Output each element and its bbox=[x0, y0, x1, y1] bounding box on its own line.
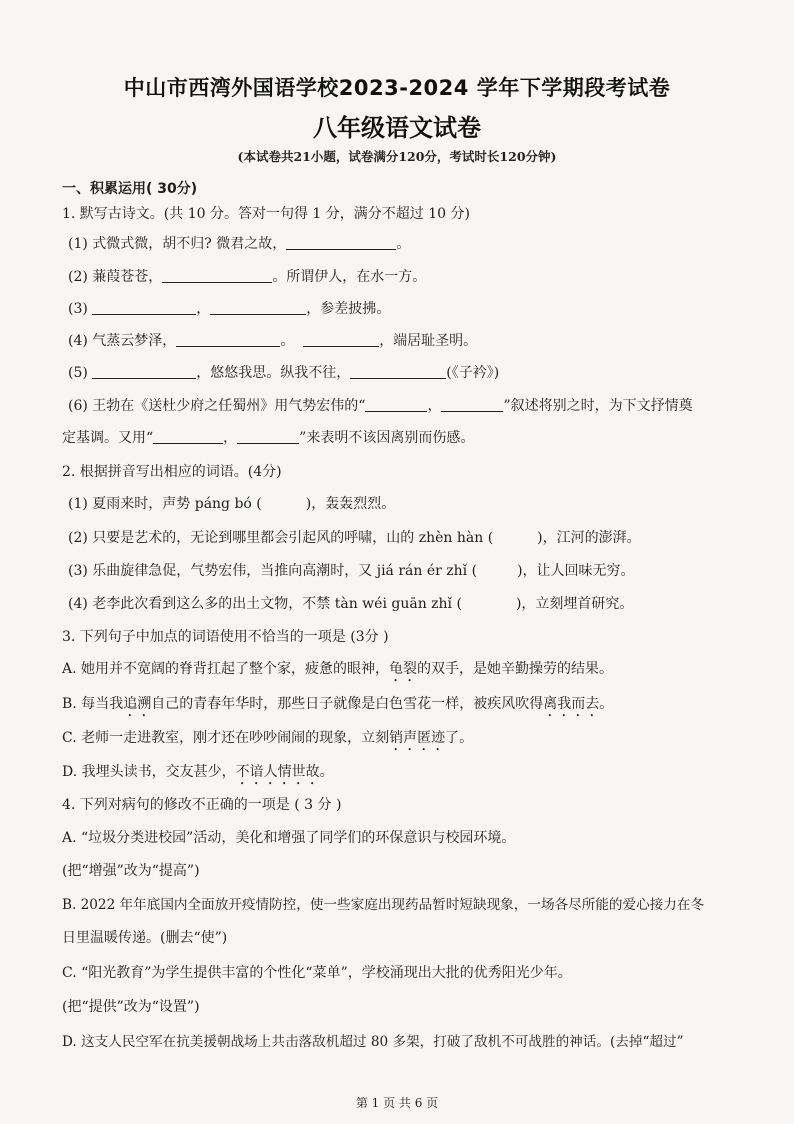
q2-item-3: (3) 乐曲旋律急促，气势宏伟，当推向高潮时，又 jiá rán ér zhǐ ( )，让人回味无穷。 bbox=[68, 563, 635, 579]
q3-option-d: D. 我埋头读书，交友甚少，不谙人情世故。 bbox=[62, 764, 334, 780]
answer-blank[interactable] bbox=[153, 429, 223, 444]
section-heading: 一、积累运用( 30分) bbox=[62, 181, 198, 197]
answer-blank[interactable] bbox=[92, 300, 196, 315]
answer-blank[interactable] bbox=[210, 300, 306, 315]
answer-blank[interactable] bbox=[92, 364, 196, 379]
q4-option-d: D. 这支人民空军在抗美援朝战场上共击落敌机超过 80 多架，打破了敌机不可战胜的神话。(去掉“超过” bbox=[62, 1034, 684, 1050]
q1-item-5: (5) ，悠悠我思。纵我不往， (《子衿》) bbox=[68, 365, 500, 381]
answer-blank[interactable] bbox=[303, 332, 379, 347]
q4-stem: 4. 下列对病句的修改不正确的一项是 ( 3 分 ) bbox=[62, 797, 342, 813]
q4-option-b-cont: 日里温暖传递。(删去“使”) bbox=[62, 930, 228, 946]
q2-item-2: (2) 只要是艺术的，无论到哪里都会引起风的呼啸，山的 zhèn hàn ( )，江河的澎湃。 bbox=[68, 530, 641, 546]
page-number: 第 1 页 共 6 页 bbox=[355, 1096, 439, 1110]
answer-blank[interactable] bbox=[365, 397, 427, 412]
q1-item-1: (1) 式微式微，胡不归? 微君之故， 。 bbox=[68, 236, 411, 252]
answer-blank[interactable] bbox=[350, 364, 446, 379]
q4-option-a: A. “垃圾分类进校园”活动，美化和增强了同学们的环保意识与校园环境。 bbox=[62, 830, 516, 846]
exam-subject: 八年级语文试卷 bbox=[313, 114, 481, 142]
q3-option-a: A. 她用并不宽阔的脊背扛起了整个家，疲惫的眼神，龟裂的双手，是她辛勤操劳的结果。 bbox=[62, 661, 614, 677]
q4-option-c-fix: (把“提供”改为“设置”) bbox=[62, 999, 200, 1015]
answer-blank[interactable] bbox=[441, 397, 503, 412]
exam-title: 中山市西湾外国语学校2023-2024 学年下学期段考试卷 bbox=[123, 76, 671, 100]
q1-item-4: (4) 气蒸云梦泽， 。 ，端居耻圣明。 bbox=[68, 333, 478, 349]
answer-blank[interactable] bbox=[162, 268, 272, 283]
q4-option-c: C. “阳光教育”为学生提供丰富的个性化“菜单”，学校涌现出大批的优秀阳光少年。 bbox=[62, 965, 572, 981]
q3-option-c: C. 老师一走进教室，刚才还在吵吵闹闹的现象，立刻销声匿迹了。 bbox=[62, 730, 474, 746]
answer-blank[interactable] bbox=[286, 235, 396, 250]
q4-option-a-fix: (把“增强”改为“提高”) bbox=[62, 863, 200, 879]
answer-blank[interactable] bbox=[237, 429, 299, 444]
q1-item-2: (2) 蒹葭苍苍， 。所谓伊人，在水一方。 bbox=[68, 269, 427, 285]
q1-item-6-line1: (6) 王勃在《送杜少府之任蜀州》用气势宏伟的“ ， ”叙述将别之时，为下文抒情奠 bbox=[68, 398, 693, 414]
q2-item-1: (1) 夏雨来时，声势 páng bó ( )，轰轰烈烈。 bbox=[68, 496, 396, 512]
exam-note: (本试卷共21小题，试卷满分120分，考试时长120分钟) bbox=[237, 149, 557, 164]
q3-option-b: B. 每当我追溯自己的青春年华时，那些日子就像是白色雪花一样，被疾风吹得离我而去。 bbox=[62, 696, 614, 712]
q2-stem: 2. 根据拼音写出相应的词语。(4分) bbox=[62, 464, 282, 480]
q4-option-b: B. 2022 年年底国内全面放开疫情防控，使一些家庭出现药品暂时短缺现象，一场各尽所能的爱心接力在冬 bbox=[62, 897, 705, 913]
q1-item-6-line2: 定基调。又用“ ， ”来表明不该因离别而伤感。 bbox=[62, 430, 475, 446]
answer-blank[interactable] bbox=[176, 332, 280, 347]
q1-item-3: (3) ， ，参差披拂。 bbox=[68, 301, 391, 317]
q2-item-4: (4) 老李此次看到这么多的出土文物，不禁 tàn wéi guān zhǐ ( )，立刻埋首研究。 bbox=[68, 596, 634, 612]
q3-stem: 3. 下列句子中加点的词语使用不恰当的一项是 (3分 ) bbox=[62, 629, 389, 645]
q1-stem: 1. 默写古诗文。(共 10 分。答对一句得 1 分，满分不超过 10 分) bbox=[62, 206, 470, 222]
